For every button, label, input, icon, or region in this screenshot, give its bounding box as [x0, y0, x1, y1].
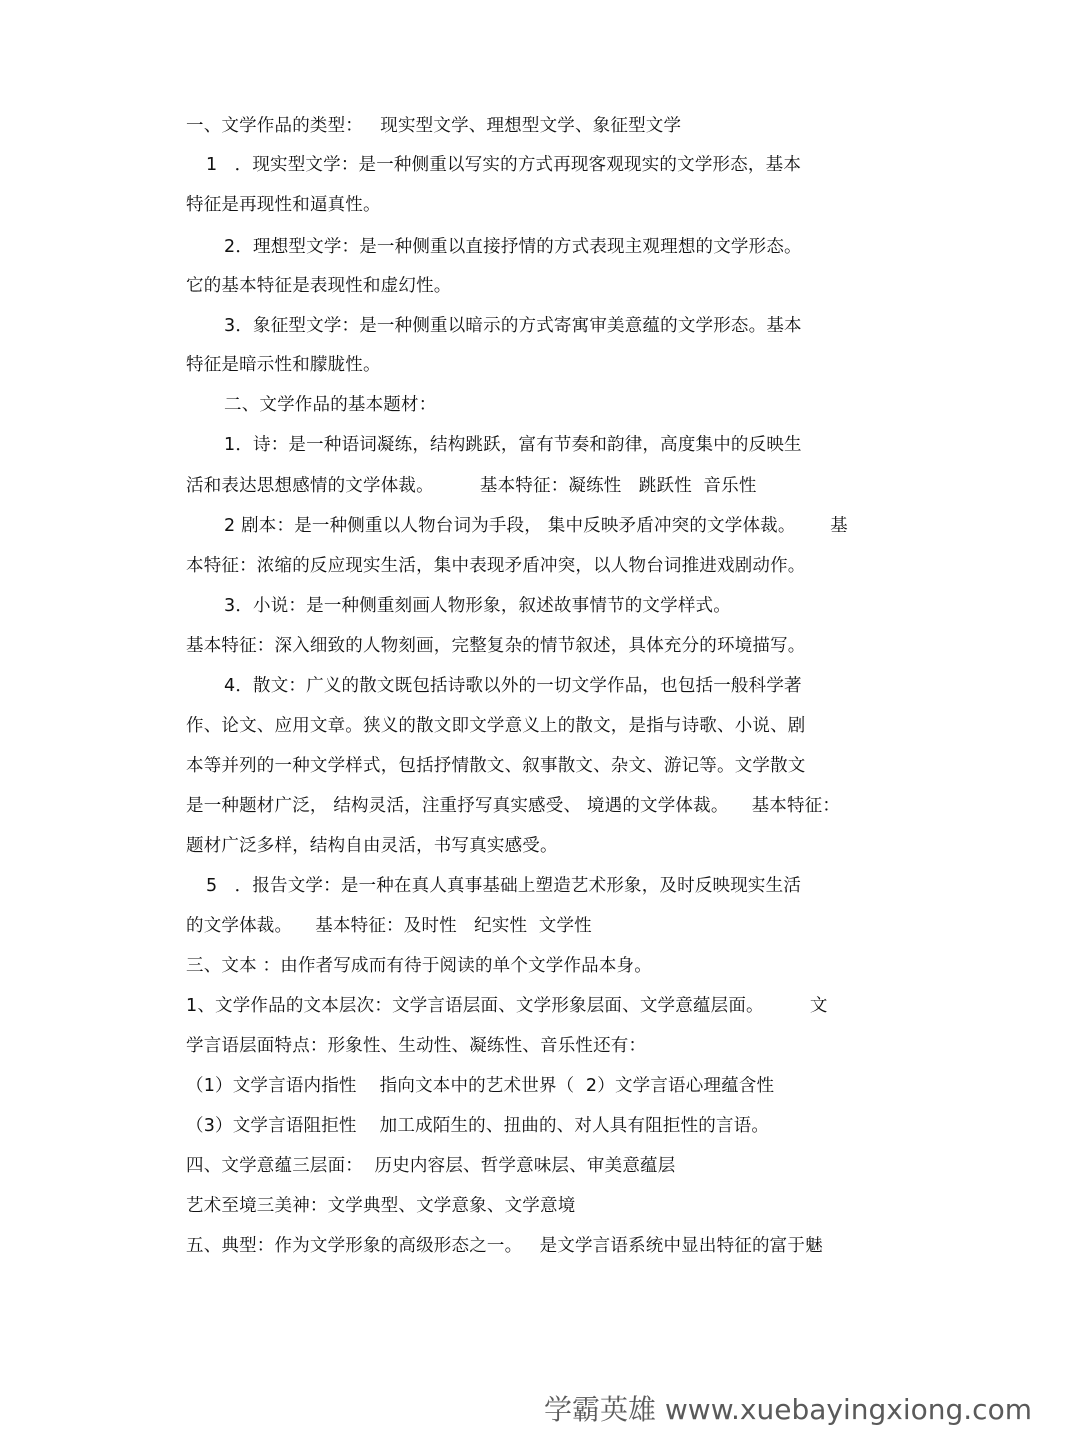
text-line: 题材广泛多样，结构自由灵活，书写真实感受。	[186, 836, 558, 856]
text-line: 是一种题材广泛， 结构灵活，注重抒写真实感受、 境遇的文学体裁。 基本特征：	[186, 796, 841, 816]
text-line: 5 ．报告文学：是一种在真人真事基础上塑造艺术形象，及时反映现实生活	[206, 876, 802, 896]
section-heading: 三、文本 ：由作者写成而有待于阅读的单个文学作品本身。	[186, 956, 652, 976]
text-line: 特征是再现性和逼真性。	[186, 195, 381, 215]
text-line: （1）文学言语内指性 指向文本中的艺术世界（ 2）文学言语心理蕴含性	[186, 1076, 775, 1096]
text-line: 2．理想型文学：是一种侧重以直接抒情的方式表现主观理想的文学形态。	[224, 237, 802, 257]
text-line: 1．诗：是一种语词凝练，结构跳跃，富有节奏和韵律，高度集中的反映生	[224, 435, 802, 455]
text-line: 活和表达思想感情的文学体裁。 基本特征：凝练性 跳跃性 音乐性	[186, 476, 757, 496]
text-line: 3．小说：是一种侧重刻画人物形象，叙述故事情节的文学样式。	[224, 596, 731, 616]
text-line: 2 剧本：是一种侧重以人物台词为手段， 集中反映矛盾冲突的文学体裁。 基	[224, 516, 848, 536]
text-line: 本等并列的一种文学样式，包括抒情散文、叙事散文、杂文、游记等。文学散文	[186, 756, 806, 776]
text-line: 学言语层面特点：形象性、生动性、凝练性、音乐性还有：	[186, 1036, 647, 1056]
text-line: 基本特征：深入细致的人物刻画，完整复杂的情节叙述，具体充分的环境描写。	[186, 636, 806, 656]
text-line: 1 ．现实型文学：是一种侧重以写实的方式再现客观现实的文学形态，基本	[206, 155, 802, 175]
text-line: 特征是暗示性和朦胧性。	[186, 355, 381, 375]
section-heading: 四、文学意蕴三层面： 历史内容层、哲学意味层、审美意蕴层	[186, 1156, 676, 1176]
section-heading: 五、典型：作为文学形象的高级形态之一。 是文学言语系统中显出特征的富于魅	[186, 1236, 823, 1256]
watermark: 学霸英雄 www.xuebayingxiong.com	[544, 1393, 1032, 1426]
text-line: 1、文学作品的文本层次：文学言语层面、文学形象层面、文学意蕴层面。 文	[186, 996, 828, 1016]
section-heading: 二、文学作品的基本题材：	[224, 395, 437, 415]
text-line: 本特征：浓缩的反应现实生活，集中表现矛盾冲突，以人物台词推进戏剧动作。	[186, 556, 806, 576]
text-line: 艺术至境三美神：文学典型、文学意象、文学意境	[186, 1196, 576, 1216]
text-line: 的文学体裁。 基本特征：及时性 纪实性 文学性	[186, 916, 592, 936]
text-line: （3）文学言语阻拒性 加工成陌生的、扭曲的、对人具有阻拒性的言语。	[186, 1116, 770, 1136]
text-line: 3．象征型文学：是一种侧重以暗示的方式寄寓审美意蕴的文学形态。基本	[224, 316, 802, 336]
text-line: 作、论文、应用文章。狭义的散文即文学意义上的散文，是指与诗歌、小说、剧	[186, 716, 806, 736]
text-line: 它的基本特征是表现性和虚幻性。	[186, 276, 452, 296]
text-line: 一、文学作品的类型： 现实型文学、理想型文学、象征型文学	[186, 116, 682, 136]
text-line: 4．散文：广义的散文既包括诗歌以外的一切文学作品，也包括一般科学著	[224, 676, 802, 696]
